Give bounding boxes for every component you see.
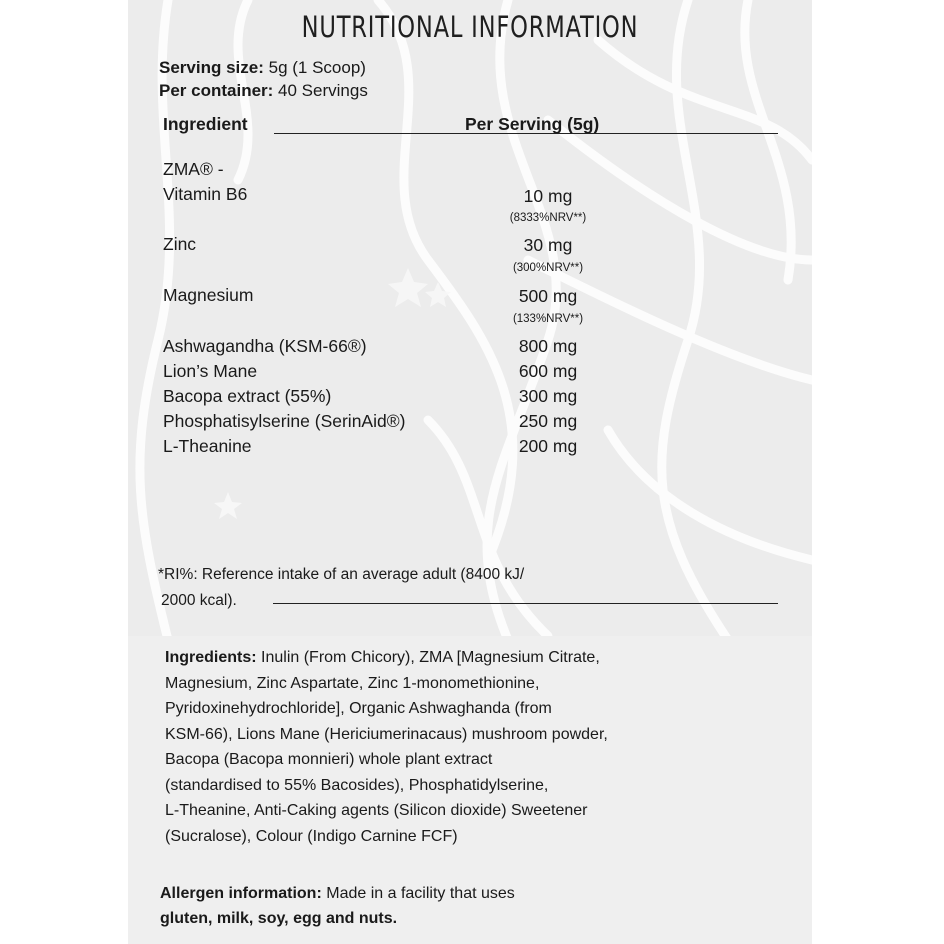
- ingredient-name: L-Theanine: [163, 436, 252, 456]
- footnote-line-1: *RI%: Reference intake of an average adult (8400 kJ/: [158, 566, 525, 583]
- ingredient-nrv: (300%NRV**): [512, 262, 584, 274]
- ingredient-amount: 800 mg: [518, 336, 578, 356]
- servings-per-container: [159, 81, 368, 101]
- ingredients-line: (Sucralose), Colour (Indigo Carnine FCF): [165, 827, 458, 845]
- ingredient-amount: 30 mg: [523, 235, 573, 255]
- ingredient-name: Bacopa extract (55%): [163, 386, 332, 406]
- container-label: Per container:: [159, 81, 274, 100]
- ingredient-name: Phosphatisylserine (SerinAid®): [163, 411, 406, 431]
- container-value: 40 Servings: [278, 81, 368, 100]
- column-header-per-serving: Per Serving (5g): [465, 114, 600, 134]
- ingredient-name: Lion’s Mane: [163, 361, 258, 381]
- ingredients-line: KSM-66), Lions Mane (Hericiumerinacaus) mushroom powder,: [165, 725, 608, 743]
- serving-size: [159, 58, 366, 78]
- ingredient-nrv: (8333%NRV**): [509, 212, 587, 224]
- page-title: NUTRITIONAL INFORMATION: [301, 10, 639, 44]
- ingredient-amount: 10 mg: [523, 186, 573, 206]
- allergen-label: Allergen information:: [160, 885, 322, 902]
- ingredients-line: Inulin (From Chicory), ZMA [Magnesium Citrate,: [261, 649, 600, 666]
- ingredients-line: Bacopa (Bacopa monnieri) whole plant extract: [165, 751, 493, 768]
- ingredient-amount: 300 mg: [518, 386, 578, 406]
- ingredient-name: Vitamin B6: [163, 184, 248, 204]
- footnote-line-2: 2000 kcal).: [161, 592, 237, 609]
- allergen-text: Made in a facility that uses: [326, 885, 515, 902]
- ingredients-line: Magnesium, Zinc Aspartate, Zinc 1-monomethionine,: [165, 674, 540, 692]
- ingredients-line: Pyridoxinehydrochloride], Organic Ashwaghanda (from: [165, 700, 552, 717]
- ingredient-nrv: (133%NRV**): [512, 313, 584, 325]
- ingredient-amount: 600 mg: [518, 361, 578, 381]
- ingredients-label: Ingredients:: [165, 649, 257, 666]
- serving-size-value: 5g (1 Scoop): [268, 58, 366, 77]
- ingredients-line: (standardised to 55% Bacosides), Phosphatidylserine,: [165, 776, 549, 794]
- allergen-line-1: [160, 885, 515, 903]
- header-rule-left: [274, 133, 468, 134]
- ingredient-amount: 250 mg: [518, 411, 578, 431]
- column-header-ingredient: Ingredient: [163, 114, 248, 134]
- ingredient-amount: 500 mg: [518, 286, 578, 306]
- ingredient-name: Zinc: [163, 234, 197, 254]
- ingredient-name: Ashwagandha (KSM-66®): [163, 336, 367, 356]
- allergen-line-2: gluten, milk, soy, egg and nuts.: [160, 910, 398, 927]
- ingredients-paragraph: [165, 645, 765, 849]
- ingredients-line: L-Theanine, Anti-Caking agents (Silicon dioxide) Sweetener: [165, 802, 588, 819]
- ingredient-group-label: ZMA® -: [163, 159, 224, 179]
- header-rule-right: [466, 133, 778, 134]
- ingredient-name: Magnesium: [163, 285, 254, 305]
- footnote-rule: [273, 603, 778, 604]
- serving-size-label: Serving size:: [159, 58, 264, 77]
- ingredient-amount: 200 mg: [518, 436, 578, 456]
